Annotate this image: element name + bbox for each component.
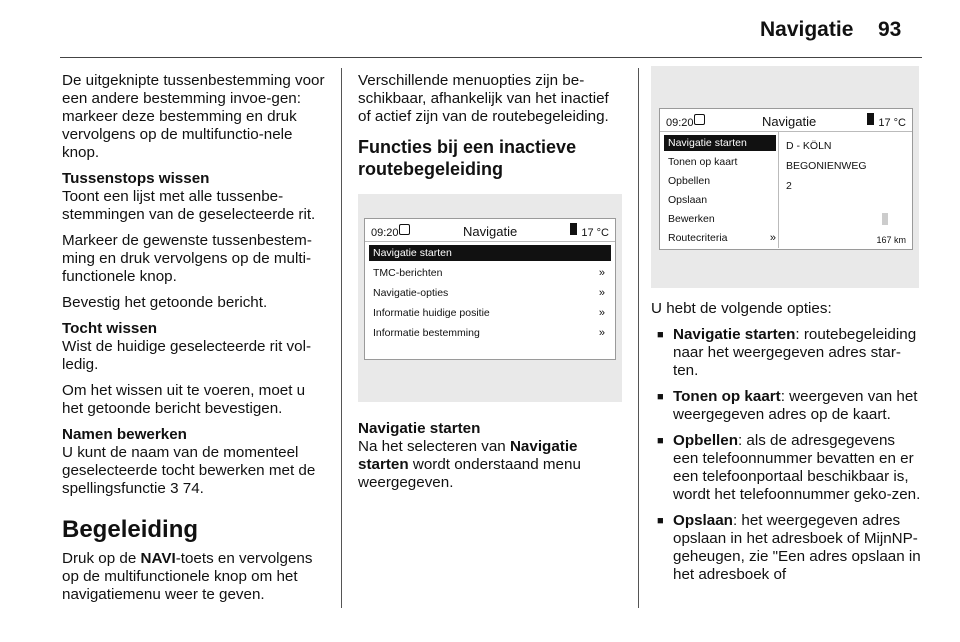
menu-item-positie[interactable] (369, 305, 611, 321)
options-list (651, 326, 923, 584)
druk-pre: Druk op de (62, 550, 141, 567)
screen-title: Navigatie (463, 224, 518, 239)
column-middle (358, 72, 623, 500)
chevron-right-icon: » (598, 307, 605, 319)
functies-heading: Functies bij een inactieve routebegeleiding (358, 137, 577, 179)
thermometer-icon (570, 223, 577, 235)
navi-key: NAVI (140, 550, 176, 567)
nav-pre: Na het selecteren van (358, 438, 510, 455)
annuleren-text: Om het wissen uit te voeren, moet u het getoonde bericht bevestigen. (62, 382, 306, 417)
clock: 09:20 (371, 227, 399, 239)
chevron-right-icon: » (598, 327, 605, 339)
bullet-icon: ■ (657, 329, 664, 341)
option-text: : weergeven van het weergegeven adres op de kaart. (673, 388, 918, 423)
column-left (62, 72, 327, 612)
menu-item-label: TMC-berichten (373, 267, 443, 279)
dest-screenshot (651, 66, 919, 288)
list-item (651, 326, 923, 380)
menu-item-routecriteria[interactable] (664, 230, 776, 246)
menu-item-tmc[interactable] (369, 265, 611, 281)
intro-paragraph: Verschillende menuopties zijn be-schikbaar, afhankelijk van het inactief of actief zijn van de routebegeleiding. (358, 72, 609, 125)
tussenstops-heading: Tussenstops wissen (62, 170, 210, 187)
page-ref-icon: 3 (170, 480, 179, 497)
dest-city: D - KÖLN (786, 140, 832, 152)
compass-icon (694, 114, 705, 125)
menu-item-label: Navigatie-opties (373, 287, 449, 299)
druk-post: -toets en vervolgens op de multifunctionele knop om het navigatiemenu weer te geven. (62, 550, 313, 603)
option-term: Opslaan (673, 512, 733, 529)
chevron-right-icon: » (598, 267, 605, 279)
bullet-icon: ■ (657, 515, 664, 527)
nav-bold: Navigatie starten (358, 438, 578, 473)
tocht-text: Wist de huidige geselecteerde rit vol-ledig. (62, 338, 312, 373)
menu-item-label: Routecriteria (668, 232, 728, 244)
menu-item-opties[interactable] (369, 285, 611, 301)
clock: 09:20 (666, 117, 694, 129)
menu-item-label: Informatie bestemming (373, 327, 480, 339)
panel-divider (778, 132, 779, 248)
namen-text: U kunt de naam van de momenteel geselecteerde tocht bewerken met de spellingsfunctie (62, 444, 316, 497)
option-text: : het weergegeven adres opslaan in het adresboek of MijnNP-geheugen, zie "Een adres opslaan in het adresboek of (673, 512, 921, 583)
namen-ref[interactable]: 74. (182, 480, 204, 497)
menu-item-navigatie-starten[interactable]: Navigatie starten (664, 135, 776, 151)
option-term: Tonen op kaart (673, 388, 781, 405)
tussenstops-text: Toont een lijst met alle tussenbe-stemmingen van de geselecteerde rit. (62, 188, 316, 223)
bullet-icon: ■ (657, 391, 664, 403)
options-intro: U hebt de volgende opties: (651, 300, 832, 317)
menu-screenshot (358, 194, 622, 402)
compass-icon (399, 224, 410, 235)
namen-paragraph (62, 444, 327, 498)
menu-item-opbellen[interactable]: Opbellen (668, 175, 711, 187)
list-item (651, 512, 923, 584)
bullet-icon: ■ (657, 435, 664, 447)
column-right (651, 66, 923, 592)
direction-arrow-icon (882, 213, 888, 225)
markeer-text: Markeer de gewenste tussenbestem-ming en druk vervolgens op de multi-functionele knop. (62, 232, 312, 285)
page-header (0, 0, 960, 58)
status-divider (660, 131, 912, 132)
list-item (651, 432, 923, 504)
option-term: Opbellen (673, 432, 738, 449)
bevestig-text: Bevestig het getoonde bericht. (62, 294, 268, 311)
menu-item-bewerken[interactable]: Bewerken (668, 213, 715, 225)
display-panel (659, 108, 913, 250)
chevron-right-icon: » (769, 232, 776, 244)
menu-item-tonen[interactable]: Tonen op kaart (668, 156, 738, 168)
option-text: : routebegeleiding naar het weergegeven adres star-ten. (673, 326, 917, 379)
display-panel (364, 218, 616, 360)
status-bar (660, 109, 912, 131)
header-rule (60, 57, 922, 58)
tocht-heading: Tocht wissen (62, 320, 158, 337)
column-divider (638, 68, 639, 608)
dest-street: BEGONIENWEG (786, 160, 867, 172)
nav-post: wordt onderstaand menu weergegeven. (358, 456, 581, 491)
begeleiding-heading: Begeleiding (62, 516, 199, 543)
temperature: 17 °C (581, 227, 609, 239)
chevron-right-icon: » (598, 287, 605, 299)
menu-item-label: Informatie huidige positie (373, 307, 490, 319)
namen-heading: Namen bewerken (62, 426, 187, 443)
dest-number: 2 (786, 180, 792, 192)
page-number: 93 (878, 18, 902, 41)
temperature: 17 °C (878, 117, 906, 129)
menu-item-bestemming[interactable] (369, 325, 611, 341)
screen-title: Navigatie (762, 114, 817, 129)
status-bar (365, 219, 615, 241)
nav-starten-heading: Navigatie starten (358, 420, 481, 437)
option-term: Navigatie starten (673, 326, 796, 343)
option-text: : als de adresgegevens een telefoonnummer bevatten en er een telefoonportaal beschikbaar is, wordt het telefoonnummer geko-zen. (673, 432, 921, 503)
distance: 167 km (876, 235, 906, 245)
menu-item-opslaan[interactable]: Opslaan (668, 194, 708, 206)
intro-paragraph: De uitgeknipte tussenbestemming voor een andere bestemming invoe-gen: markeer deze bestemming en druk vervolgens op de multifunctio-nele knop. (62, 72, 325, 161)
menu-item-navigatie-starten[interactable]: Navigatie starten (369, 245, 611, 261)
list-item (651, 388, 923, 424)
druk-paragraph (62, 550, 327, 604)
page-title: Navigatie (760, 18, 854, 41)
thermometer-icon (867, 113, 874, 125)
column-divider (341, 68, 342, 608)
nav-starten-paragraph (358, 438, 623, 492)
status-divider (365, 241, 615, 242)
